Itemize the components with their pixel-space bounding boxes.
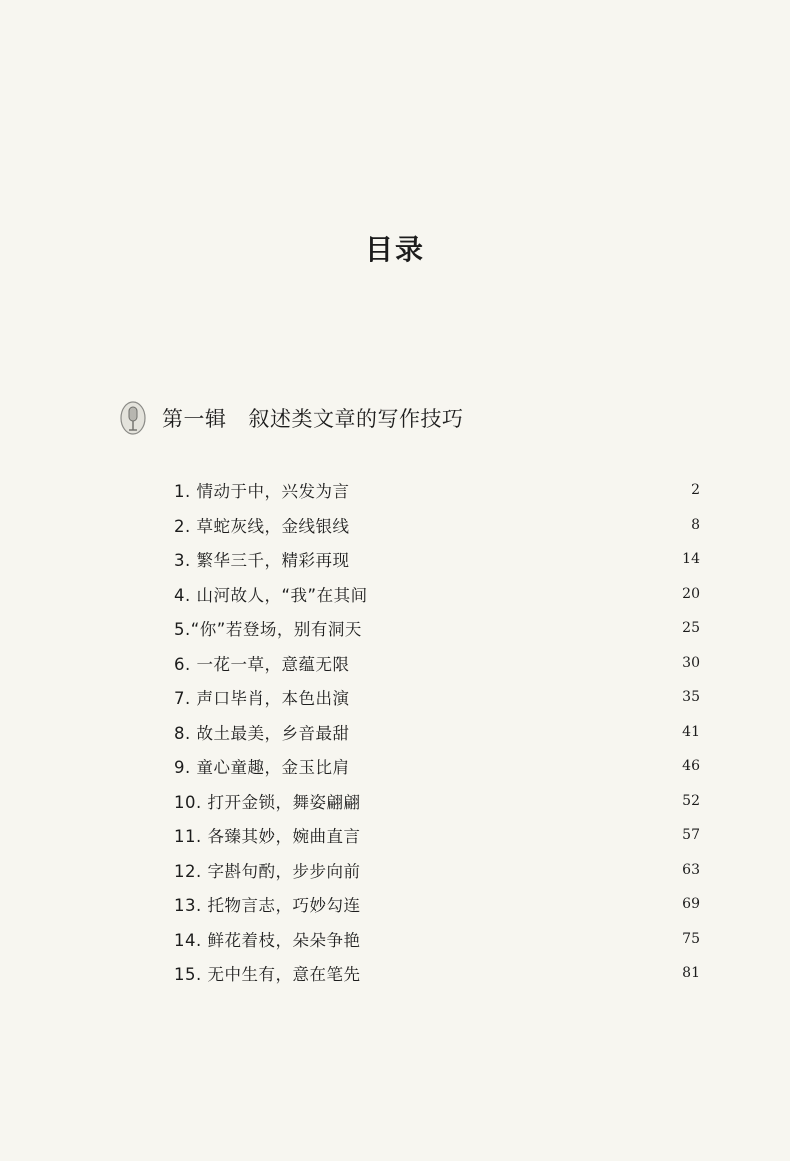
section-name: 叙述类文章的写作技巧 <box>248 407 464 431</box>
microphone-icon <box>118 399 148 437</box>
toc-entry-page: 69 <box>682 896 700 912</box>
toc-entry[interactable] <box>174 472 700 508</box>
toc-entry[interactable] <box>174 748 700 784</box>
toc-entry[interactable] <box>174 576 700 612</box>
toc-entry-page: 35 <box>682 689 700 705</box>
toc-entry-title: 9. 童心童趣，金玉比肩 <box>174 758 350 777</box>
toc-entry[interactable] <box>174 955 700 991</box>
toc-entry[interactable] <box>174 507 700 543</box>
toc-entry-page: 30 <box>682 654 700 671</box>
toc-entry-title: 13. 托物言志，巧妙勾连 <box>174 896 361 915</box>
toc-entry-page: 75 <box>682 930 700 947</box>
toc-entry[interactable] <box>174 645 700 681</box>
toc-entry-page: 20 <box>682 585 700 602</box>
toc-entry[interactable] <box>174 852 700 888</box>
toc-entry-page: 63 <box>682 861 700 878</box>
toc-entry-title: 11. 各臻其妙，婉曲直言 <box>174 827 361 846</box>
toc-entry-page: 57 <box>682 827 700 843</box>
page-title: 目录 <box>364 233 425 266</box>
toc-entry-page: 81 <box>682 965 700 981</box>
toc-entry-page: 14 <box>682 551 700 567</box>
toc-entry[interactable] <box>174 817 700 853</box>
toc-entry-title: 6. 一花一草，意蕴无限 <box>174 654 350 674</box>
toc-entry-title: 10. 打开金锁，舞姿翩翩 <box>174 792 361 812</box>
toc-entry-title: 7. 声口毕肖，本色出演 <box>174 689 350 708</box>
toc-entry-page: 8 <box>691 516 700 533</box>
section-number: 第一辑 <box>162 407 227 431</box>
toc-entry-title: 14. 鲜花着枝，朵朵争艳 <box>174 930 361 950</box>
toc-entry-page: 25 <box>682 620 700 636</box>
toc-entry-page: 46 <box>682 758 700 774</box>
toc-entry[interactable] <box>174 610 700 646</box>
toc-entry-title: 3. 繁华三千，精彩再现 <box>174 551 350 570</box>
toc-entry-page: 52 <box>682 792 700 809</box>
toc-entry[interactable] <box>174 886 700 922</box>
toc-entry[interactable] <box>174 783 700 819</box>
section-title <box>162 403 464 433</box>
toc-entry-title: 2. 草蛇灰线，金线银线 <box>174 516 350 536</box>
toc-entry[interactable] <box>174 714 700 750</box>
section-header <box>118 398 464 438</box>
toc-entry-page: 2 <box>691 482 700 498</box>
toc-entry-title: 12. 字斟句酌，步步向前 <box>174 861 361 881</box>
toc-entry[interactable] <box>174 541 700 577</box>
toc-entry-title: 5.“你”若登场，别有洞天 <box>174 620 362 639</box>
toc-entry-title: 15. 无中生有，意在笔先 <box>174 965 361 984</box>
toc-entry-title: 4. 山河故人，“我”在其间 <box>174 585 368 605</box>
toc-entry[interactable] <box>174 679 700 715</box>
toc-entry-title: 1. 情动于中，兴发为言 <box>174 482 350 501</box>
toc-entry[interactable] <box>174 921 700 957</box>
toc-entry-page: 41 <box>682 723 700 740</box>
toc-entry-title: 8. 故土最美，乡音最甜 <box>174 723 350 743</box>
